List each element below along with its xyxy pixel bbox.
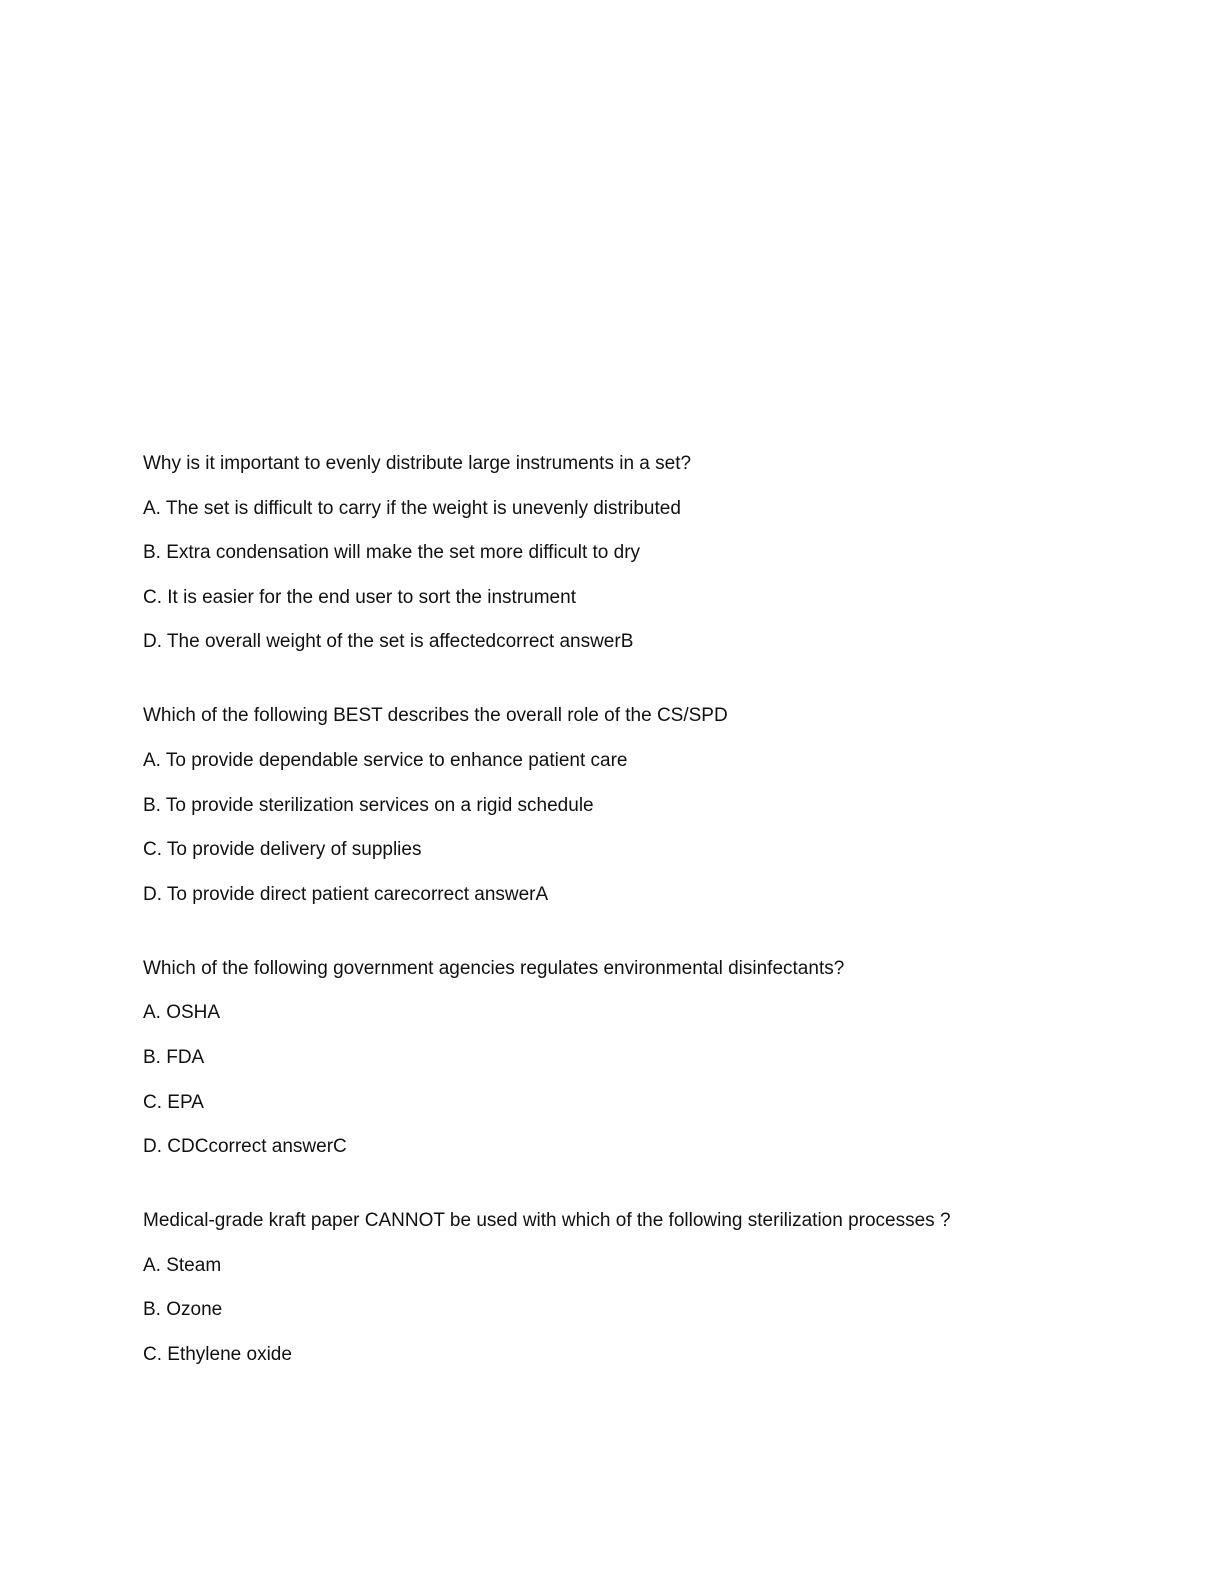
question-block-3 (143, 954, 1143, 1162)
question-text: Which of the following BEST describes the overall role of the CS/SPD (143, 705, 728, 727)
question-block-1 (143, 449, 1143, 657)
question-block-4 (143, 1206, 1143, 1370)
answer-option: C. Ethylene oxide (143, 1343, 292, 1365)
answer-option: B. FDA (143, 1046, 205, 1068)
answer-option: C. EPA (143, 1091, 204, 1113)
question-text: Which of the following government agencies regulates environmental disinfectants? (143, 957, 845, 979)
answer-option: D. To provide direct patient carecorrect answerA (143, 883, 549, 905)
question-text: Medical-grade kraft paper CANNOT be used with which of the following sterilization processes ? (143, 1210, 951, 1232)
answer-option: B. Ozone (143, 1299, 223, 1321)
answer-option: A. Steam (143, 1254, 222, 1276)
answer-option: B. To provide sterilization services on a rigid schedule (143, 794, 594, 816)
answer-option: A. To provide dependable service to enhance patient care (143, 749, 628, 771)
answer-option: A. OSHA (143, 1002, 221, 1024)
question-text: Why is it important to evenly distribute large instruments in a set? (143, 453, 692, 474)
answer-option: A. The set is difficult to carry if the weight is unevenly distributed (143, 497, 681, 519)
answer-option: C. It is easier for the end user to sort the instrument (143, 586, 576, 608)
answer-option: D. CDCcorrect answerC (143, 1136, 347, 1158)
question-block-2 (143, 701, 1143, 909)
question-list (143, 449, 1143, 1414)
answer-option: C. To provide delivery of supplies (143, 839, 422, 861)
answer-option: B. Extra condensation will make the set more difficult to dry (143, 542, 641, 564)
answer-option: D. The overall weight of the set is affectedcorrect answerB (143, 631, 634, 653)
